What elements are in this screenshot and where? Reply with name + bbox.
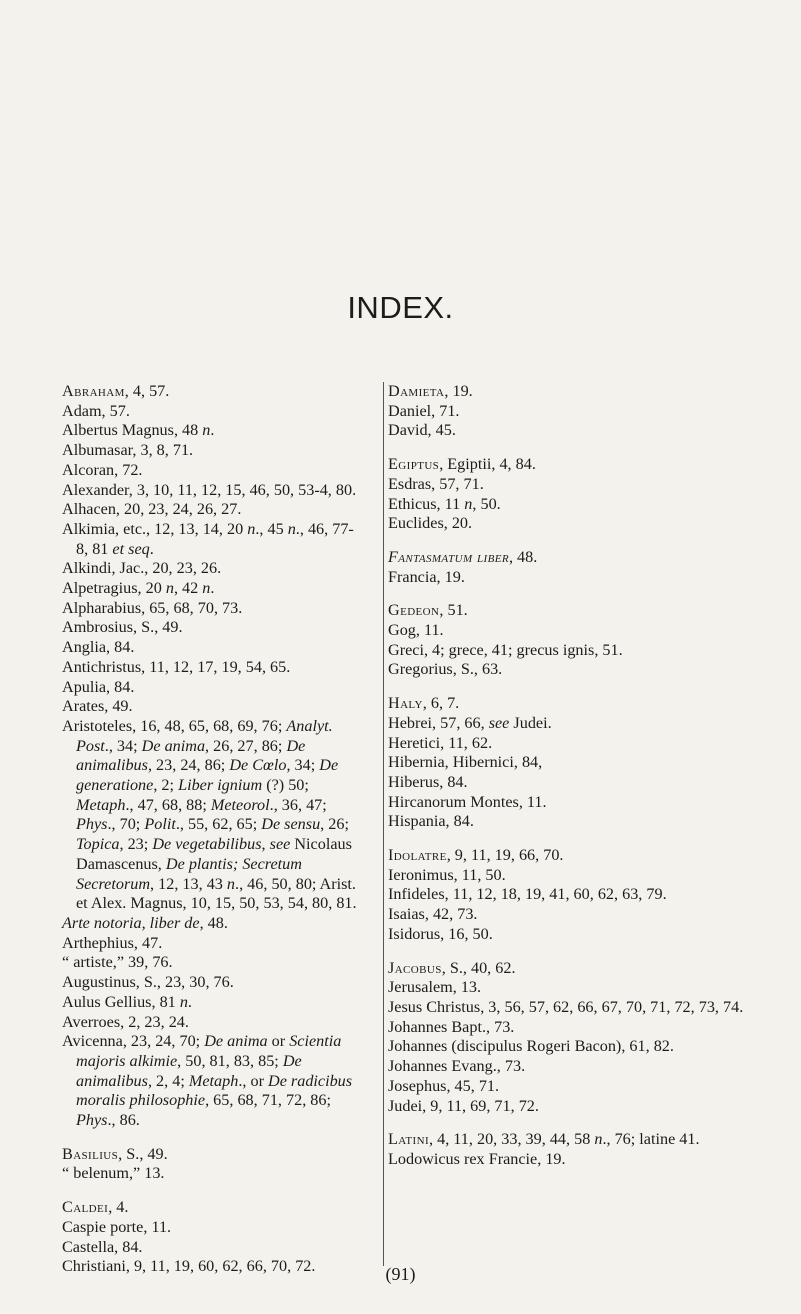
index-entry xyxy=(388,1097,744,1117)
entry-text: Josephus, 45, 71. xyxy=(388,1076,500,1095)
entry-text: or xyxy=(267,1032,290,1051)
entry-text: Alkimia, etc., 12, 13, 14, 20 xyxy=(62,519,248,538)
entry-text: . xyxy=(187,992,192,1011)
entry-text: ., 55, 62, 65; xyxy=(175,815,262,834)
entry-text: De vegetabilibus xyxy=(152,835,262,854)
entry-text: ., 46, 50, 80; Arist. et Alex. Magnus, 10, 15, 50, 53, 54, 80, 81. xyxy=(76,874,357,913)
entry-text: Hebrei, 57, 66, xyxy=(388,713,489,732)
entry-text: (?) 50; xyxy=(262,776,309,795)
entry-text: , 48. xyxy=(199,913,228,932)
entry-text: De Cœlo xyxy=(229,756,287,775)
entry-text: Esdras, 57, 71. xyxy=(388,474,484,493)
index-column-right xyxy=(383,382,744,1266)
entry-text: , 12, 13, 43 xyxy=(150,874,227,893)
index-entry xyxy=(388,753,744,773)
entry-text: Metaph xyxy=(76,795,126,814)
entry-text: Johannes (discipulus Rogeri Bacon), 61, 82. xyxy=(388,1037,674,1056)
entry-text: Heretici, 11, 62. xyxy=(388,733,493,752)
index-group xyxy=(388,382,744,441)
index-entry xyxy=(388,714,744,734)
entry-text: Arates, 49. xyxy=(62,697,133,716)
entry-text: Haly xyxy=(388,694,423,713)
index-entry xyxy=(388,885,744,905)
entry-text: Alpetragius, 20 xyxy=(62,579,166,598)
index-entry xyxy=(62,973,365,993)
entry-text: Albumasar, 3, 8, 71. xyxy=(62,441,194,460)
entry-text: David, 45. xyxy=(388,421,456,440)
index-entry xyxy=(388,1057,744,1077)
entry-text: De animalibus xyxy=(76,736,306,775)
entry-text: De anima xyxy=(141,736,206,755)
entry-text: Phys xyxy=(76,1111,108,1130)
entry-text: ., 76; latine 41. xyxy=(602,1130,700,1149)
index-group xyxy=(388,601,744,680)
entry-text: De generatione xyxy=(76,756,339,795)
index-entry xyxy=(388,925,744,945)
entry-text: , Egiptii, 4, 84. xyxy=(439,455,536,474)
index-entry xyxy=(62,500,365,520)
entry-text: Infideles, 11, 12, 18, 19, 41, 60, 62, 63, 79. xyxy=(388,885,667,904)
entry-text: n xyxy=(179,992,188,1011)
entry-text: , 4, 11, 20, 33, 39, 44, 58 xyxy=(429,1130,595,1149)
entry-text: Alhacen, 20, 23, 24, 26, 27. xyxy=(62,500,242,519)
entry-text: ., 70; xyxy=(107,815,145,834)
entry-text: Lodowicus rex Francie, 19. xyxy=(388,1149,566,1168)
entry-text: . xyxy=(210,421,215,440)
index-entry xyxy=(388,514,744,534)
index-entry xyxy=(62,1013,365,1033)
page-number: (91) xyxy=(385,1264,416,1284)
index-entry xyxy=(62,638,365,658)
index-entry xyxy=(62,1145,365,1165)
index-entry xyxy=(62,481,365,501)
entry-text: Judei, 9, 11, 69, 71, 72. xyxy=(388,1096,539,1115)
entry-text: Caspie porte, 11. xyxy=(62,1217,172,1236)
index-entry xyxy=(62,520,365,559)
entry-text: ., 36, 47; xyxy=(269,795,327,814)
entry-text: et seq xyxy=(112,539,150,558)
entry-text: , 34; xyxy=(286,756,320,775)
index-entry xyxy=(388,694,744,714)
entry-text: Augustinus, S., 23, 30, 76. xyxy=(62,973,234,992)
entry-text: , 2; xyxy=(153,776,179,795)
page-title: INDEX. xyxy=(347,290,454,325)
entry-text: Avicenna, 23, 24, 70; xyxy=(62,1032,205,1051)
index-entry xyxy=(388,548,744,568)
index-entry xyxy=(62,1218,365,1238)
index-entry xyxy=(388,1150,744,1170)
entry-text: Scientia majoris alkimie xyxy=(76,1032,342,1070)
index-entry xyxy=(388,1037,744,1057)
entry-text: ., or xyxy=(238,1071,268,1090)
entry-text: n xyxy=(464,494,473,513)
index-entry xyxy=(62,1164,365,1184)
entry-text: Egiptus xyxy=(388,455,440,474)
index-entry xyxy=(62,658,365,678)
index-entry xyxy=(388,495,744,515)
entry-text: Christiani, 9, 11, 19, 60, 62, 66, 70, 72. xyxy=(62,1257,316,1276)
index-entry xyxy=(388,475,744,495)
index-entry xyxy=(388,382,744,402)
entry-text: Nicolaus Damascenus, xyxy=(76,835,352,873)
entry-text: Francia, 19. xyxy=(388,567,465,586)
entry-text: Arthephius, 47. xyxy=(62,933,163,952)
index-entry xyxy=(388,660,744,680)
index-group xyxy=(62,382,365,1131)
index-entry xyxy=(388,568,744,588)
entry-text: Castella, 84. xyxy=(62,1237,143,1256)
entry-text: Ieronimus, 11, 50. xyxy=(388,865,506,884)
entry-text: Averroes, 2, 23, 24. xyxy=(62,1012,189,1031)
entry-text: De anima xyxy=(204,1032,268,1051)
entry-text: Analyt. Post xyxy=(76,716,333,755)
entry-text: Liber ignium xyxy=(178,776,263,795)
index-entry xyxy=(388,402,744,422)
index-entry xyxy=(62,717,365,914)
entry-text: Aristoteles, 16, 48, 65, 68, 69, 76; xyxy=(62,716,287,735)
index-entry xyxy=(388,1077,744,1097)
entry-text: . xyxy=(149,539,154,558)
entry-text: Hibernia, Hibernici, 84, xyxy=(388,753,543,772)
entry-text: , 19. xyxy=(444,382,473,400)
index-group xyxy=(388,694,744,832)
entry-text: , 50. xyxy=(472,494,501,513)
index-entry xyxy=(62,382,365,402)
index-entry xyxy=(62,461,365,481)
entry-text: Anglia, 84. xyxy=(62,638,135,657)
index-entry xyxy=(62,914,365,934)
entry-text: Idolatre xyxy=(388,846,447,865)
entry-text: n xyxy=(202,421,211,440)
index-entry xyxy=(62,697,365,717)
index-group xyxy=(388,846,744,945)
entry-text: Fantasmatum liber xyxy=(388,547,509,566)
entry-text: n xyxy=(247,519,256,538)
entry-text: , 6, 7. xyxy=(422,694,460,713)
index-entry xyxy=(62,1032,365,1131)
index-entry xyxy=(388,601,744,621)
entry-text: “ artiste,” 39, 76. xyxy=(62,953,173,972)
index-entry xyxy=(62,678,365,698)
entry-text: Hircanorum Montes, 11. xyxy=(388,792,547,811)
entry-text: ., 46, 77-8, 81 xyxy=(76,519,354,558)
entry-text: Phys xyxy=(76,815,108,834)
entry-text: De sensu xyxy=(261,815,321,834)
index-entry xyxy=(388,621,744,641)
entry-text: Arte notoria, liber de xyxy=(62,913,200,932)
entry-text: , xyxy=(261,835,270,854)
entry-text: n xyxy=(202,579,211,598)
entry-text: , S., 49. xyxy=(118,1144,168,1163)
entry-text: Gregorius, S., 63. xyxy=(388,660,503,679)
entry-text: De plantis; Secretum Secretorum xyxy=(76,854,302,893)
index-entry xyxy=(388,905,744,925)
entry-text: Johannes Evang., 73. xyxy=(388,1057,526,1076)
entry-text: Abraham xyxy=(62,382,125,400)
index-entry xyxy=(388,812,744,832)
entry-text: , 23, 24, 86; xyxy=(147,756,230,775)
entry-text: Greci, 4; grece, 41; grecus ignis, 51. xyxy=(388,640,623,659)
index-entry xyxy=(388,773,744,793)
entry-text: Meteorol xyxy=(210,795,270,814)
entry-text: Euclides, 20. xyxy=(388,514,473,533)
entry-text: , 9, 11, 19, 66, 70. xyxy=(446,846,564,865)
entry-text: Latini xyxy=(388,1130,430,1149)
entry-text: Jerusalem, 13. xyxy=(388,978,482,997)
index-entry xyxy=(388,959,744,979)
entry-text: , 26; xyxy=(320,815,349,834)
index-group xyxy=(62,1145,365,1184)
index-entry xyxy=(62,1198,365,1218)
entry-text: , 4, 57. xyxy=(124,382,170,400)
entry-text: ., 45 xyxy=(255,519,288,538)
index-entry xyxy=(62,993,365,1013)
entry-text: Jesus Christus, 3, 56, 57, 62, 66, 67, 70, 71, 72, 73, 74. xyxy=(388,997,744,1016)
entry-text: , S., 40, 62. xyxy=(441,958,516,977)
entry-text: Damieta xyxy=(388,382,445,400)
entry-text: De radicibus moralis philosophie xyxy=(76,1071,353,1110)
entry-text: Alkindi, Jac., 20, 23, 26. xyxy=(62,559,222,578)
entry-text: , 48. xyxy=(508,547,538,566)
entry-text: Johannes Bapt., 73. xyxy=(388,1017,515,1036)
entry-text: Albertus Magnus, 48 xyxy=(62,421,203,440)
index-entry xyxy=(62,579,365,599)
entry-text: Antichristus, 11, 12, 17, 19, 54, 65. xyxy=(62,657,291,676)
entry-text: , 4. xyxy=(108,1198,129,1217)
entry-text: , 42 xyxy=(173,579,203,598)
index-entry xyxy=(62,441,365,461)
entry-text: n xyxy=(226,874,236,893)
entry-text: Hiberus, 84. xyxy=(388,772,468,791)
entry-text: see xyxy=(269,835,291,854)
entry-text: , 23; xyxy=(119,835,153,854)
index-group xyxy=(388,548,744,587)
entry-text: Topica xyxy=(76,835,120,854)
index-entry xyxy=(62,1238,365,1258)
index-entry xyxy=(388,1130,744,1150)
index-group xyxy=(388,455,744,534)
index-entry xyxy=(62,421,365,441)
index-entry xyxy=(388,866,744,886)
entry-text: Caldei xyxy=(62,1198,109,1217)
index-group xyxy=(388,1130,744,1169)
entry-text: ., 47, 68, 88; xyxy=(125,795,211,814)
index-entry xyxy=(388,793,744,813)
entry-text: ., 34; xyxy=(104,736,142,755)
entry-text: Gedeon xyxy=(388,601,440,620)
index-entry xyxy=(62,402,365,422)
entry-text: Ambrosius, S., 49. xyxy=(62,618,183,637)
entry-text: see xyxy=(488,713,510,732)
entry-text: De animalibus xyxy=(76,1051,302,1090)
entry-text: Adam, 57. xyxy=(62,401,130,420)
index-entry xyxy=(388,846,744,866)
entry-text: Alexander, 3, 10, 11, 12, 15, 46, 50, 53-4, 80. xyxy=(62,480,357,499)
entry-text: Jacobus xyxy=(388,958,442,977)
entry-text: n xyxy=(287,519,296,538)
entry-text: Daniel, 71. xyxy=(388,401,460,420)
entry-text: Isidorus, 16, 50. xyxy=(388,924,493,943)
index-column-left xyxy=(62,382,365,1291)
entry-text: n xyxy=(165,579,174,598)
entry-text: n xyxy=(594,1130,603,1149)
entry-text: Gog, 11. xyxy=(388,621,444,640)
entry-text: Alcoran, 72. xyxy=(62,460,143,479)
entry-text: , 65, 68, 71, 72, 86; xyxy=(205,1091,331,1110)
entry-text: ., 86. xyxy=(107,1111,140,1130)
index-group xyxy=(388,959,744,1117)
entry-text: Judei. xyxy=(509,713,552,732)
entry-text: “ belenum,” 13. xyxy=(62,1164,165,1183)
index-entry xyxy=(388,978,744,998)
entry-text: Ethicus, 11 xyxy=(388,494,465,513)
entry-text: Polit xyxy=(144,815,176,834)
entry-text: Metaph xyxy=(188,1071,239,1090)
entry-text: Isaias, 42, 73. xyxy=(388,905,478,924)
index-entry xyxy=(388,998,744,1018)
index-entry xyxy=(62,953,365,973)
index-entry xyxy=(62,559,365,579)
entry-text: , 51. xyxy=(439,601,468,620)
entry-text: Hispania, 84. xyxy=(388,812,474,831)
index-entry xyxy=(388,455,744,475)
entry-text: Apulia, 84. xyxy=(62,677,135,696)
entry-text: , 50, 81, 83, 85; xyxy=(177,1051,283,1070)
entry-text: Alpharabius, 65, 68, 70, 73. xyxy=(62,598,243,617)
index-entry xyxy=(388,641,744,661)
index-entry xyxy=(388,1018,744,1038)
index-entry xyxy=(62,934,365,954)
entry-text: , 2, 4; xyxy=(147,1071,189,1090)
index-entry xyxy=(62,618,365,638)
index-entry xyxy=(388,421,744,441)
entry-text: Basilius xyxy=(62,1144,119,1163)
entry-text: Aulus Gellius, 81 xyxy=(62,992,180,1011)
index-entry xyxy=(388,734,744,754)
entry-text: . xyxy=(210,579,215,598)
entry-text: , 26, 27, 86; xyxy=(205,736,287,755)
index-entry xyxy=(62,599,365,619)
